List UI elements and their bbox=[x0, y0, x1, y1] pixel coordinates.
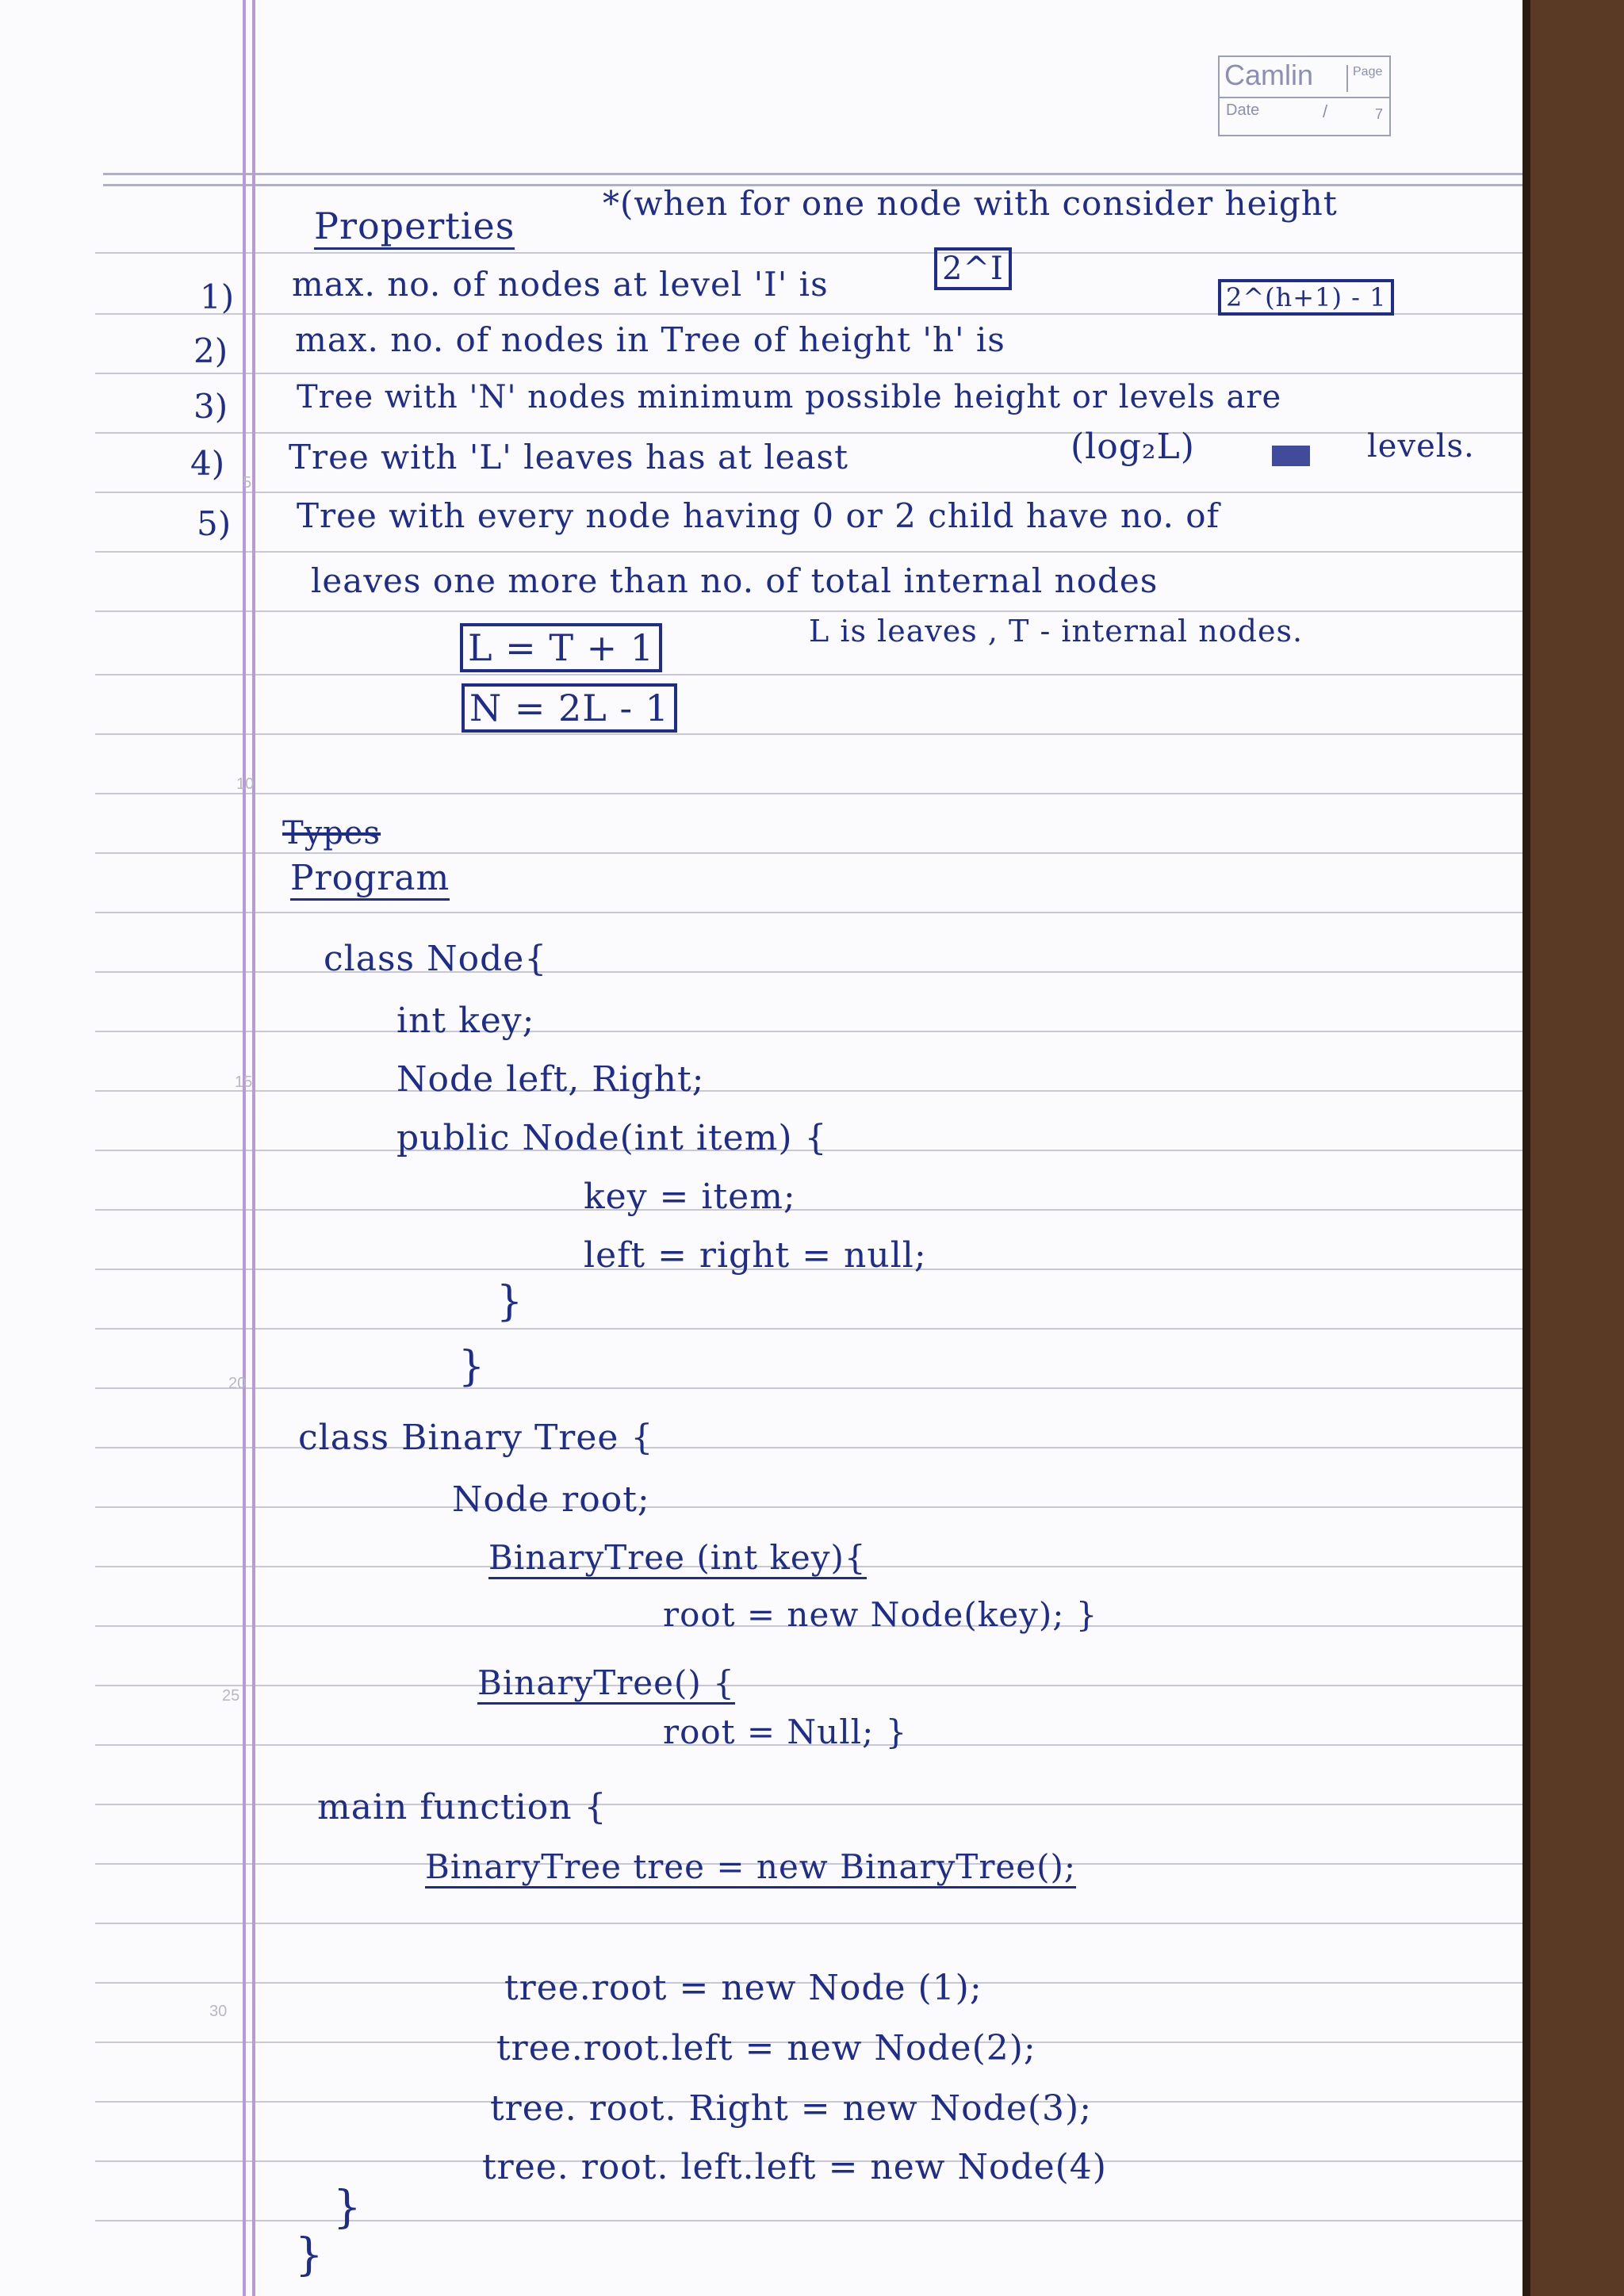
item-number: 3) bbox=[193, 387, 228, 426]
code-brace: } bbox=[458, 1343, 486, 1391]
code-line: BinaryTree (int key){ bbox=[488, 1538, 867, 1579]
code-line: class Binary Tree { bbox=[298, 1418, 654, 1458]
scribble-mark bbox=[1272, 446, 1310, 466]
margin-number: 15 bbox=[235, 1073, 253, 1091]
ruled-line bbox=[95, 1209, 1522, 1211]
ruled-line bbox=[95, 1328, 1522, 1330]
properties-heading: Properties bbox=[314, 205, 515, 250]
item-number: 5) bbox=[197, 504, 232, 543]
ruled-line bbox=[95, 1923, 1522, 1924]
property-3-text: Tree with 'N' nodes minimum possible height or levels are bbox=[297, 379, 1282, 415]
code-line: Node root; bbox=[452, 1479, 650, 1520]
code-brace: } bbox=[295, 2229, 324, 2281]
property-5-continuation: leaves one more than no. of total internal nodes bbox=[311, 561, 1159, 600]
formula-legend: L is leaves , T - internal nodes. bbox=[809, 614, 1304, 649]
code-line: BinaryTree() { bbox=[477, 1663, 735, 1705]
code-line: Node left, Right; bbox=[396, 1059, 705, 1100]
date-separator: / bbox=[1323, 101, 1328, 121]
struck-heading: Types bbox=[282, 815, 381, 851]
ruled-line bbox=[95, 2220, 1522, 2221]
ruled-line bbox=[95, 793, 1522, 794]
margin-line bbox=[243, 0, 246, 2296]
program-heading: Program bbox=[290, 858, 450, 901]
header-rule bbox=[103, 173, 1522, 175]
ruled-line bbox=[95, 373, 1522, 374]
code-line: BinaryTree tree = new BinaryTree(); bbox=[425, 1847, 1076, 1888]
code-line: key = item; bbox=[584, 1177, 796, 1217]
ruled-line bbox=[95, 1031, 1522, 1032]
ruled-line bbox=[95, 852, 1522, 854]
properties-note: *(when for one node with consider height bbox=[603, 184, 1338, 223]
property-1-formula: 2^I bbox=[934, 247, 1012, 290]
property-2-formula: 2^(h+1) - 1 bbox=[1218, 279, 1394, 316]
margin-line bbox=[252, 0, 255, 2296]
ruled-line bbox=[95, 971, 1522, 973]
margin-number: 5 bbox=[243, 474, 252, 492]
page-edge-shadow bbox=[1522, 0, 1530, 2296]
ruled-line bbox=[95, 1506, 1522, 1508]
ruled-line bbox=[95, 912, 1522, 913]
date-label: Date bbox=[1226, 101, 1260, 119]
ruled-line bbox=[95, 1804, 1522, 1805]
code-line: root = new Node(key); } bbox=[663, 1595, 1098, 1634]
formula-box-nodes: N = 2L - 1 bbox=[462, 683, 677, 733]
code-line: root = Null; } bbox=[663, 1712, 908, 1751]
code-line: left = right = null; bbox=[584, 1235, 927, 1276]
property-1-text: max. no. of nodes at level 'I' is bbox=[292, 265, 829, 304]
ruled-line bbox=[95, 492, 1522, 493]
ruled-line bbox=[95, 252, 1522, 254]
property-4-text: Tree with 'L' leaves has at least bbox=[289, 438, 848, 476]
property-4-tail: levels. bbox=[1367, 428, 1475, 465]
item-number: 1) bbox=[200, 277, 235, 316]
ruled-line bbox=[95, 610, 1522, 612]
margin-number: 10 bbox=[236, 775, 255, 793]
date-end: 7 bbox=[1375, 106, 1384, 122]
ruled-line bbox=[95, 1090, 1522, 1092]
ruled-line bbox=[95, 1685, 1522, 1686]
property-4-formula: (log₂L) bbox=[1071, 427, 1195, 467]
page-label: Page bbox=[1346, 65, 1382, 92]
code-line: tree. root. Right = new Node(3); bbox=[490, 2088, 1093, 2129]
property-2-text: max. no. of nodes in Tree of height 'h' is bbox=[295, 320, 1005, 359]
code-line: class Node{ bbox=[324, 939, 548, 979]
brand-divider bbox=[1220, 97, 1389, 98]
code-line: main function { bbox=[317, 1787, 607, 1827]
margin-number: 30 bbox=[209, 2003, 228, 2020]
brand-box bbox=[1218, 55, 1391, 136]
formula-box-leaves: L = T + 1 bbox=[460, 623, 662, 672]
brand-name: Camlin bbox=[1224, 59, 1314, 91]
ruled-line bbox=[95, 674, 1522, 675]
code-line: tree.root.left = new Node(2); bbox=[496, 2028, 1036, 2068]
code-brace: } bbox=[333, 2182, 362, 2233]
ruled-line bbox=[95, 432, 1522, 434]
code-brace: } bbox=[496, 1278, 524, 1326]
item-number: 4) bbox=[190, 444, 225, 483]
ruled-line bbox=[95, 1387, 1522, 1389]
ruled-line bbox=[95, 551, 1522, 553]
code-line: public Node(int item) { bbox=[396, 1118, 828, 1158]
ruled-line bbox=[95, 733, 1522, 735]
code-line: tree. root. left.left = new Node(4) bbox=[482, 2147, 1107, 2187]
code-line: int key; bbox=[396, 1001, 535, 1041]
margin-number: 20 bbox=[228, 1375, 247, 1392]
margin-number: 25 bbox=[222, 1687, 240, 1705]
property-5-text: Tree with every node having 0 or 2 child have no. of bbox=[297, 496, 1220, 535]
item-number: 2) bbox=[193, 331, 228, 370]
code-line: tree.root = new Node (1); bbox=[504, 1968, 982, 2008]
page-edge bbox=[1522, 0, 1624, 2296]
